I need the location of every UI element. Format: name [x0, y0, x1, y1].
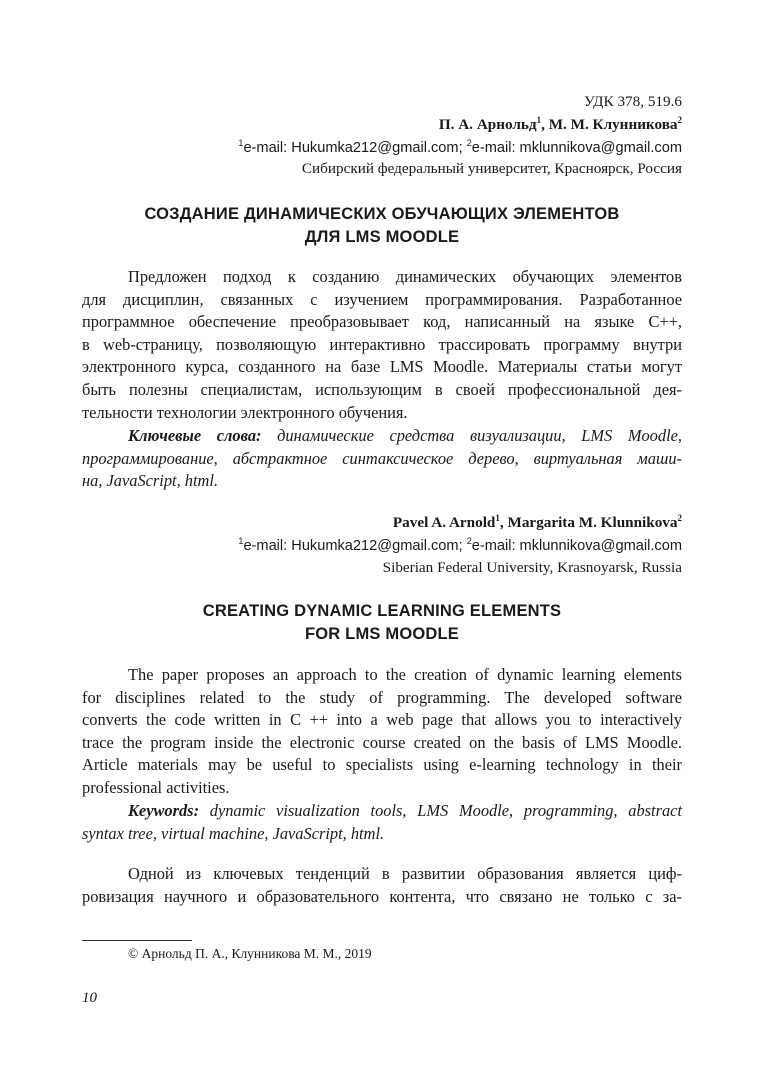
- abstract-ru-line: для дисциплин, связанных с изучением программирования. Разработанное: [82, 289, 682, 309]
- abstract-ru-line: программное обеспечение преобразовывает код, написанный на языке С++,: [82, 312, 682, 332]
- keywords-en-text1: dynamic visualization tools, LMS Moodle, programming, abstract: [199, 801, 682, 820]
- emails-en: [238, 535, 682, 557]
- keywords-en-line: [82, 800, 682, 823]
- author-sep-en: ,: [499, 514, 508, 531]
- abstract-ru-line: быть полезны специалистам, использующим в своей профессиональной дея-: [82, 379, 682, 399]
- email1-en-sup: 1: [238, 536, 244, 547]
- email1-ru: e-mail: Hukumka212@gmail.com;: [243, 140, 467, 156]
- authors-en: [393, 512, 682, 534]
- abstract-ru-line: Предложен подход к созданию динамических обучающих элементов: [128, 267, 682, 286]
- abstract-en-line: converts the code written in C ++ into a web page that allows you to interactively: [82, 710, 682, 730]
- keywords-en-text2: syntax tree, virtual machine, JavaScript, html.: [82, 823, 385, 843]
- email2-ru-sup: 2: [466, 138, 472, 149]
- abstract-ru: [82, 266, 682, 424]
- title-ru: [82, 203, 682, 249]
- author2-en-sup: 2: [677, 512, 682, 523]
- email2-en-sup: 2: [466, 536, 472, 547]
- emails-ru: [238, 137, 682, 159]
- title-en: [82, 600, 682, 646]
- keywords-en-label: Keywords:: [128, 801, 200, 820]
- author2-ru: М. М. Клунникова: [548, 116, 678, 133]
- author1-en: Pavel A. Arnold: [392, 514, 496, 531]
- abstract-ru-line: электронного курса, созданного на базе LMS Moodle. Материалы статьи могут: [82, 357, 682, 377]
- author1-en-sup: 1: [495, 512, 500, 523]
- abstract-en-line: professional activities.: [82, 777, 230, 797]
- author-sep-ru: ,: [541, 116, 549, 133]
- email1-ru-sup: 1: [238, 138, 244, 149]
- udk-code: УДК 378, 519.6: [583, 93, 682, 110]
- author2-ru-sup: 2: [677, 114, 682, 125]
- body-text-ru: [82, 863, 682, 908]
- abstract-en-line: The paper proposes an approach to the creation of dynamic learning elements: [128, 665, 682, 684]
- authors-ru: [439, 114, 682, 136]
- email1-en: e-mail: Hukumka212@gmail.com;: [243, 538, 467, 554]
- body-ru-line: Одной из ключевых тенденций в развитии образования является циф-: [128, 864, 682, 883]
- title-ru-line2: ДЛЯ LMS MOODLE: [304, 228, 460, 246]
- author2-en: Margarita M. Klunnikova: [507, 514, 678, 531]
- abstract-en-line: Article materials may be useful to specialists using e-learning technology in their: [82, 755, 682, 775]
- abstract-ru-line: тельности технологии электронного обучения.: [82, 402, 408, 422]
- author1-ru: П. А. Арнольд: [438, 116, 537, 133]
- keywords-ru-line: [82, 425, 682, 448]
- abstract-en-line: trace the program inside the electronic course created on the basis of LMS Moodle.: [82, 732, 682, 752]
- keywords-ru: [82, 425, 682, 493]
- affiliation-en: Siberian Federal University, Krasnoyarsk, Russia: [382, 559, 682, 576]
- keywords-ru-text2: программирование, абстрактное синтаксическое дерево, виртуальная маши-: [82, 448, 682, 468]
- abstract-en: [82, 664, 682, 800]
- page-number: 10: [82, 990, 97, 1006]
- author1-ru-sup: 1: [536, 114, 542, 125]
- keywords-ru-text3: на, JavaScript, html.: [82, 471, 219, 491]
- email2-ru: e-mail: mklunnikova@gmail.com: [471, 140, 682, 156]
- title-ru-line1: СОЗДАНИЕ ДИНАМИЧЕСКИХ ОБУЧАЮЩИХ ЭЛЕМЕНТОВ: [144, 205, 620, 223]
- footnote-divider: [82, 940, 192, 941]
- keywords-ru-label: Ключевые слова:: [128, 426, 262, 445]
- keywords-ru-text1: динамические средства визуализации, LMS Moodle,: [261, 426, 682, 445]
- body-ru-line: ровизация научного и образовательного контента, что связано не только с за-: [82, 886, 682, 906]
- title-en-line2: FOR LMS MOODLE: [304, 625, 460, 643]
- abstract-en-line: for disciplines related to the study of programming. The developed software: [82, 687, 682, 707]
- affiliation-ru: Сибирский федеральный университет, Красноярск, Россия: [301, 160, 682, 177]
- paper-page: [82, 0, 682, 1080]
- copyright-footnote: © Арнольд П. А., Клунникова М. М., 2019: [128, 946, 372, 961]
- email2-en: e-mail: mklunnikova@gmail.com: [471, 538, 682, 554]
- abstract-ru-line: в web-страницу, позволяющую интерактивно трассировать программу внутри: [82, 334, 682, 354]
- title-en-line1: CREATING DYNAMIC LEARNING ELEMENTS: [202, 602, 562, 620]
- keywords-en: [82, 800, 682, 845]
